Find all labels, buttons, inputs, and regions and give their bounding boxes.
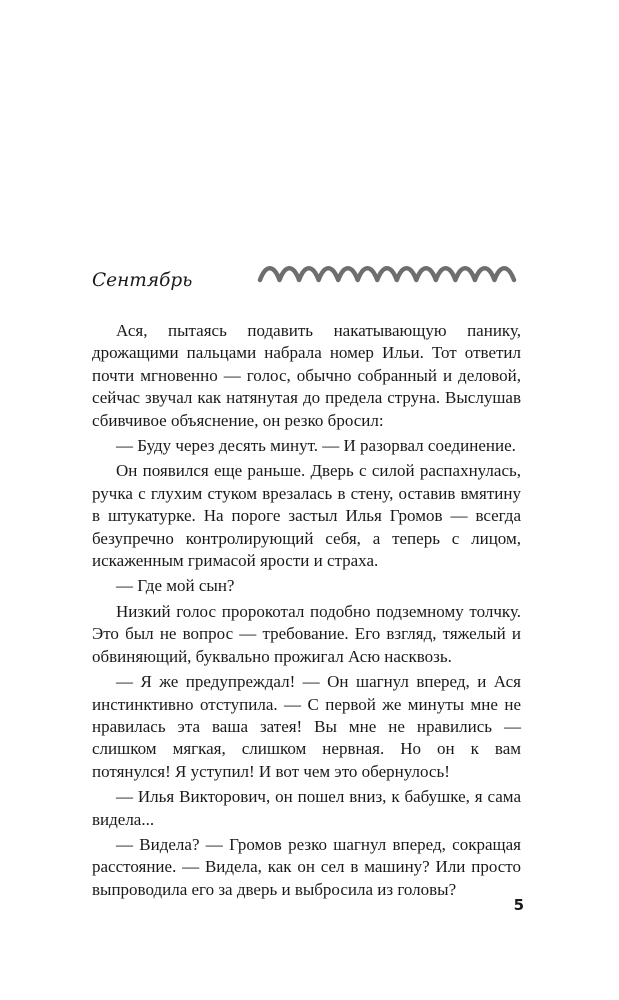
paragraph: Он появился еще раньше. Дверь с силой распахнулась, ручка с глухим стуком врезалась в стену, оставив вмятину в штукатурке. На пороге застыл Илья Громов — всегда безупречно контролирующий себя, а теперь с лицом, искаженным гримасой ярости и страха.	[92, 461, 521, 571]
paragraph: — Буду через десять минут. — И разорвал соединение.	[116, 436, 516, 456]
body-text	[92, 320, 521, 904]
wave-ornament	[256, 262, 518, 284]
paragraph: — Видела? — Громов резко шагнул вперед, сокращая расстояние. — Видела, как он сел в машину? Или просто выпроводила его за дверь и выбросила из головы?	[92, 834, 521, 899]
paragraph: — Илья Викторович, он пошел вниз, к бабушке, я сама видела...	[92, 787, 521, 829]
paragraph: — Где мой сын?	[116, 576, 235, 596]
paragraph: Низкий голос пророкотал подобно подземному толчку. Это был не вопрос — требование. Его взгляд, тяжелый и обвиняющий, буквально прожигал Асю насквозь.	[92, 601, 521, 666]
chapter-title: Сентябрь	[92, 270, 193, 291]
paragraph: — Я же предупреждал! — Он шагнул вперед, и Ася инстинктивно отступила. — С первой же минуты мне не нравилась эта ваша затея! Вы мне не нравились — слишком мягкая, слишком нервная. Но он к вам потянулся! Я уступил! И вот чем это обернулось!	[92, 672, 521, 781]
page-number: 5	[513, 896, 524, 914]
paragraph: Ася, пытаясь подавить накатывающую панику, дрожащими пальцами набрала номер Ильи. Тот ответил почти мгновенно — голос, обычно собранный и деловой, сейчас звучал как натянутая до предела струна. Выслушав сбивчивое объяснение, он резко бросил:	[92, 321, 521, 430]
chapter-header	[92, 262, 522, 298]
